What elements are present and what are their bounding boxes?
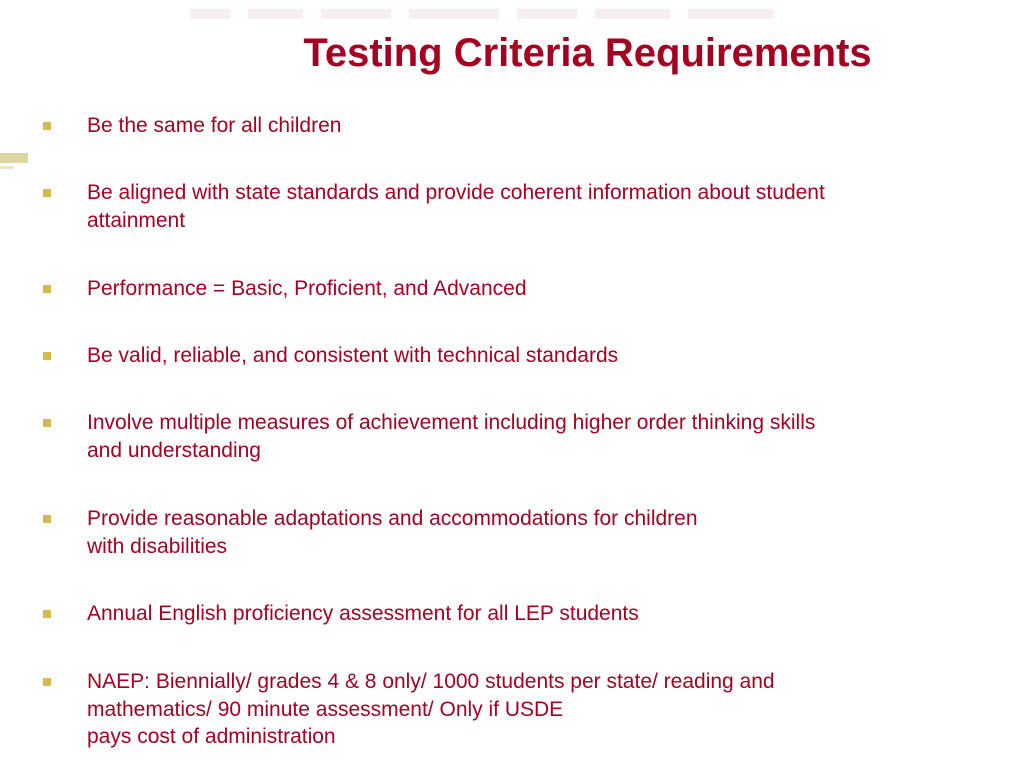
square-bullet-icon bbox=[43, 122, 51, 130]
bullet-text bbox=[87, 342, 997, 370]
bullet-line: mathematics/ 90 minute assessment/ Only if USDE bbox=[87, 697, 564, 721]
bullet-line: Be the same for all children bbox=[87, 114, 342, 137]
square-bullet-icon bbox=[43, 419, 51, 427]
bullet-line: pays cost of administration bbox=[87, 725, 336, 748]
bullet-text bbox=[87, 112, 997, 140]
bullet-line: Performance = Basic, Proficient, and Advanced bbox=[87, 277, 527, 300]
bullet-text bbox=[87, 505, 997, 560]
bullet-text bbox=[87, 600, 997, 628]
bullet-text bbox=[87, 179, 997, 234]
square-bullet-icon bbox=[43, 352, 51, 360]
faded-title-remnant bbox=[190, 6, 990, 28]
square-bullet-icon bbox=[43, 285, 51, 293]
square-bullet-icon bbox=[43, 189, 51, 197]
bullet-line: and understanding bbox=[87, 438, 261, 462]
square-bullet-icon bbox=[43, 515, 51, 523]
square-bullet-icon bbox=[43, 610, 51, 618]
bullet-line: with disabilities bbox=[87, 534, 228, 558]
bullet-line: Be aligned with state standards and provide coherent information about student bbox=[87, 181, 825, 204]
bullet-text bbox=[87, 668, 997, 751]
bullet-line: attainment bbox=[87, 208, 186, 232]
bullet-line: Involve multiple measures of achievement including higher order thinking skills bbox=[87, 411, 816, 434]
side-accent-line bbox=[0, 166, 14, 169]
bullet-line: NAEP: Biennially/ grades 4 & 8 only/ 1000 students per state/ reading and bbox=[87, 670, 775, 693]
bullet-text bbox=[87, 409, 997, 464]
bullet-text bbox=[87, 275, 997, 303]
bullet-line: Be valid, reliable, and consistent with technical standards bbox=[87, 344, 619, 367]
square-bullet-icon bbox=[43, 678, 51, 686]
side-accent-bar bbox=[0, 153, 28, 163]
bullet-line: Annual English proficiency assessment for all LEP students bbox=[87, 602, 639, 625]
slide-title: Testing Criteria Requirements bbox=[303, 31, 872, 75]
bullet-line: Provide reasonable adaptations and accommodations for children bbox=[87, 507, 698, 530]
